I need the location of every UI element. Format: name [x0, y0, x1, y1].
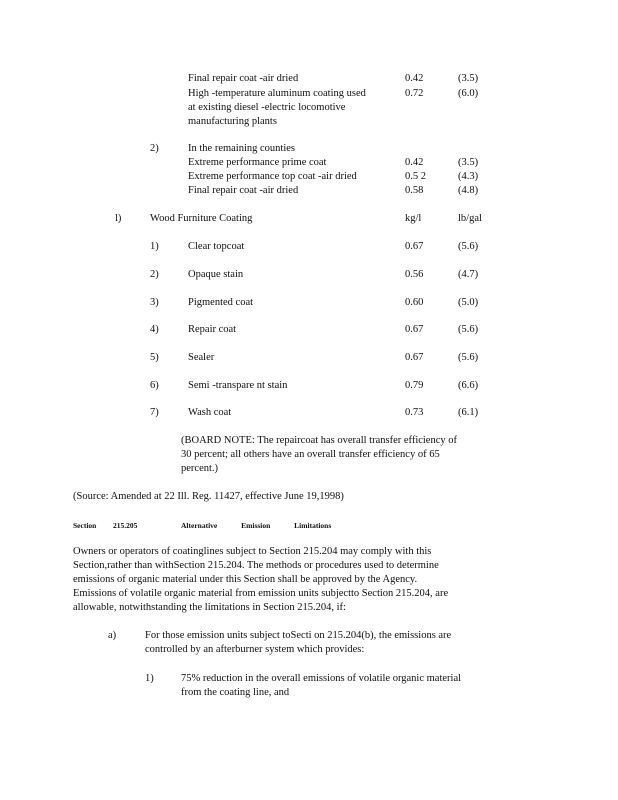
- row-label: High -temperature aluminum coating used: [188, 88, 366, 99]
- row-lbgal: (5.0): [458, 297, 479, 308]
- row-kgl: 0.42: [405, 73, 424, 84]
- row-label: Opaque stain: [188, 269, 244, 280]
- list-number: a): [108, 630, 117, 641]
- row-label: Final repair coat -air dried: [188, 185, 299, 196]
- row-lbgal: (4.7): [458, 269, 479, 280]
- row-label: Extreme performance prime coat: [188, 157, 327, 168]
- list-item-text: controlled by an afterburner system which provides:: [145, 644, 365, 655]
- row-label: Wash coat: [188, 407, 232, 418]
- board-note: 30 percent; all others have an overall transfer efficiency of 65: [181, 449, 440, 460]
- row-kgl: 0.72: [405, 88, 424, 99]
- row-lbgal: (6.1): [458, 407, 479, 418]
- row-lbgal: (3.5): [458, 73, 479, 84]
- list-number: 2): [150, 143, 159, 154]
- list-number: 1): [150, 241, 159, 252]
- row-kgl: 0.60: [405, 297, 424, 308]
- row-kgl: 0.42: [405, 157, 424, 168]
- list-item-text: 75% reduction in the overall emissions of volatile organic material: [181, 673, 462, 684]
- list-number: 5): [150, 352, 159, 363]
- row-label: Extreme performance top coat -air dried: [188, 171, 357, 182]
- row-kgl: 0.67: [405, 241, 424, 252]
- row-lbgal: (4.8): [458, 185, 479, 196]
- unit-lbgal-header: lb/gal: [458, 213, 482, 224]
- list-item-text: For those emission units subject toSecti on 215.204(b), the emissions are: [145, 630, 452, 641]
- subsection-heading: Wood Furniture Coating: [150, 213, 253, 224]
- body-line: emissions of organic material under this Section shall be approved by the Agency.: [73, 574, 418, 585]
- list-number: 7): [150, 407, 159, 418]
- list-item-text: from the coating line, and: [181, 687, 290, 698]
- board-note: percent.): [181, 463, 219, 474]
- row-label: Pigmented coat: [188, 297, 254, 308]
- list-number: l): [115, 213, 122, 224]
- row-lbgal: (5.6): [458, 352, 479, 363]
- row-label-continued: at existing diesel -electric locomotive: [188, 102, 346, 113]
- source-citation: (Source: Amended at 22 Ill. Reg. 11427, effective June 19,1998): [73, 491, 344, 502]
- row-label: Sealer: [188, 352, 215, 363]
- row-kgl: 0.56: [405, 269, 424, 280]
- body-line: Owners or operators of coatinglines subject to Section 215.204 may comply with this: [73, 546, 432, 557]
- section-label: Section: [73, 521, 97, 530]
- row-kgl: 0.67: [405, 324, 424, 335]
- row-lbgal: (5.6): [458, 241, 479, 252]
- row-label: Repair coat: [188, 324, 237, 335]
- row-lbgal: (6.6): [458, 380, 479, 391]
- unit-kgl-header: kg/l: [405, 213, 422, 224]
- row-label: Semi -transpare nt stain: [188, 380, 288, 391]
- row-lbgal: (5.6): [458, 324, 479, 335]
- row-label: Final repair coat -air dried: [188, 73, 299, 84]
- row-kgl: 0.58: [405, 185, 424, 196]
- list-number: 4): [150, 324, 159, 335]
- row-label-continued: manufacturing plants: [188, 116, 277, 127]
- row-lbgal: (4.3): [458, 171, 479, 182]
- section-title: Alternative Emission Limitations: [181, 521, 332, 530]
- body-line: allowable, notwithstanding the limitations in Section 215.204, if:: [73, 602, 346, 613]
- row-lbgal: (6.0): [458, 88, 479, 99]
- board-note: (BOARD NOTE: The repaircoat has overall transfer efficiency of: [181, 435, 458, 446]
- row-kgl: 0.79: [405, 380, 424, 391]
- body-line: Section,rather than withSection 215.204. The methods or procedures used to determine: [73, 560, 439, 571]
- row-label: Clear topcoat: [188, 241, 245, 252]
- list-number: 1): [145, 673, 154, 684]
- body-line: Emissions of volatile organic material from emission units subjectto Section 215.204, are: [73, 588, 449, 599]
- row-kgl: 0.5 2: [405, 171, 426, 182]
- list-number: 3): [150, 297, 159, 308]
- row-kgl: 0.73: [405, 407, 424, 418]
- section-number: 215.205: [113, 521, 138, 530]
- row-kgl: 0.67: [405, 352, 424, 363]
- subsection-heading: In the remaining counties: [188, 143, 296, 154]
- list-number: 2): [150, 269, 159, 280]
- row-lbgal: (3.5): [458, 157, 479, 168]
- list-number: 6): [150, 380, 159, 391]
